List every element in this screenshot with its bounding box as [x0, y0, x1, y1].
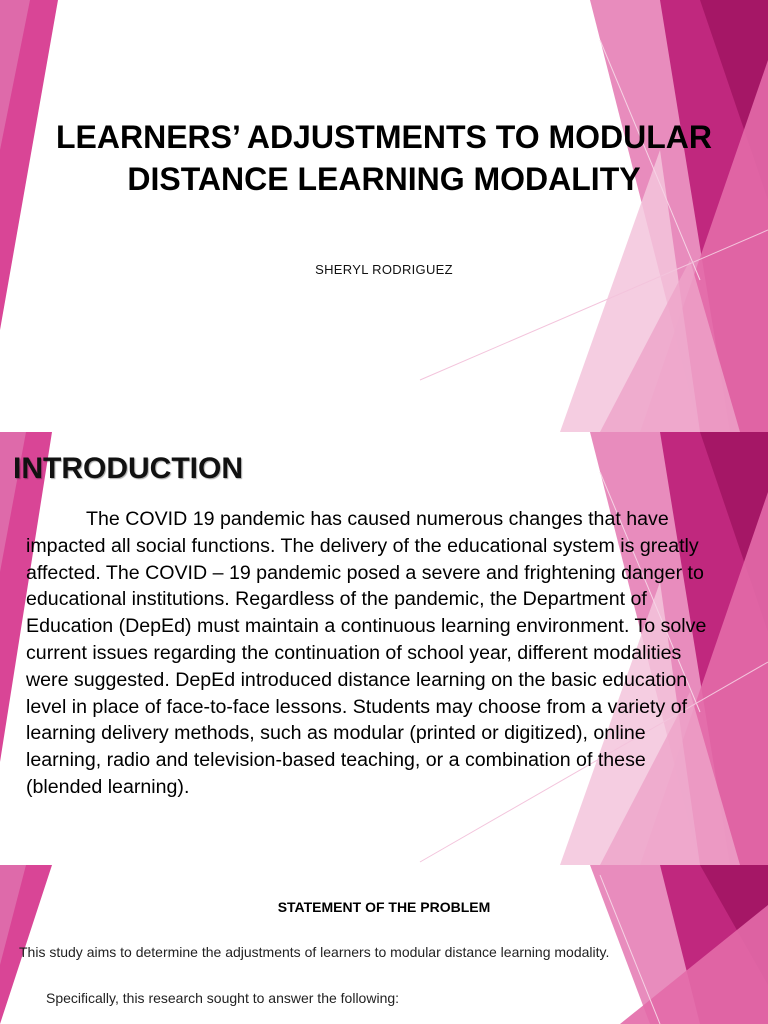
slide-title	[0, 0, 768, 432]
problem-intro-text: Specifically, this research sought to answer the following:	[46, 990, 400, 1006]
slide-title-text: LEARNERS’ ADJUSTMENTS TO MODULAR DISTANCE LEARNING MODALITY	[55, 119, 713, 197]
introduction-paragraph	[26, 506, 726, 801]
problem-statement-text: This study aims to determine the adjustments of learners to modular distance learning modality.	[19, 944, 610, 960]
slide-background-decoration	[0, 0, 768, 432]
section-heading: INTRODUCTION	[13, 452, 243, 485]
section-heading: STATEMENT OF THE PROBLEM	[277, 899, 491, 915]
slide-statement-of-problem	[0, 865, 768, 1024]
author-name: SHERYL RODRIGUEZ	[315, 262, 453, 277]
introduction-text: The COVID 19 pandemic has caused numerous changes that have impacted all social functions. The delivery of the educational system is greatly affected. The COVID – 19 pandemic posed a severe and frightening danger to educational institutions. Regardless of the pandemic, the Department of Education (DepEd) must maintain a continuous learning environment. To solve current issues regarding the continuation of school year, different modalities were suggested. DepEd introduced distance learning on the basic education level in place of face-to-face lessons. Students may choose from a variety of learning delivery methods, such as modular (printed or digitized), online learning, radio and television-based teaching, or a combination of these (blended learning).	[26, 508, 707, 798]
slide-introduction	[0, 432, 768, 865]
